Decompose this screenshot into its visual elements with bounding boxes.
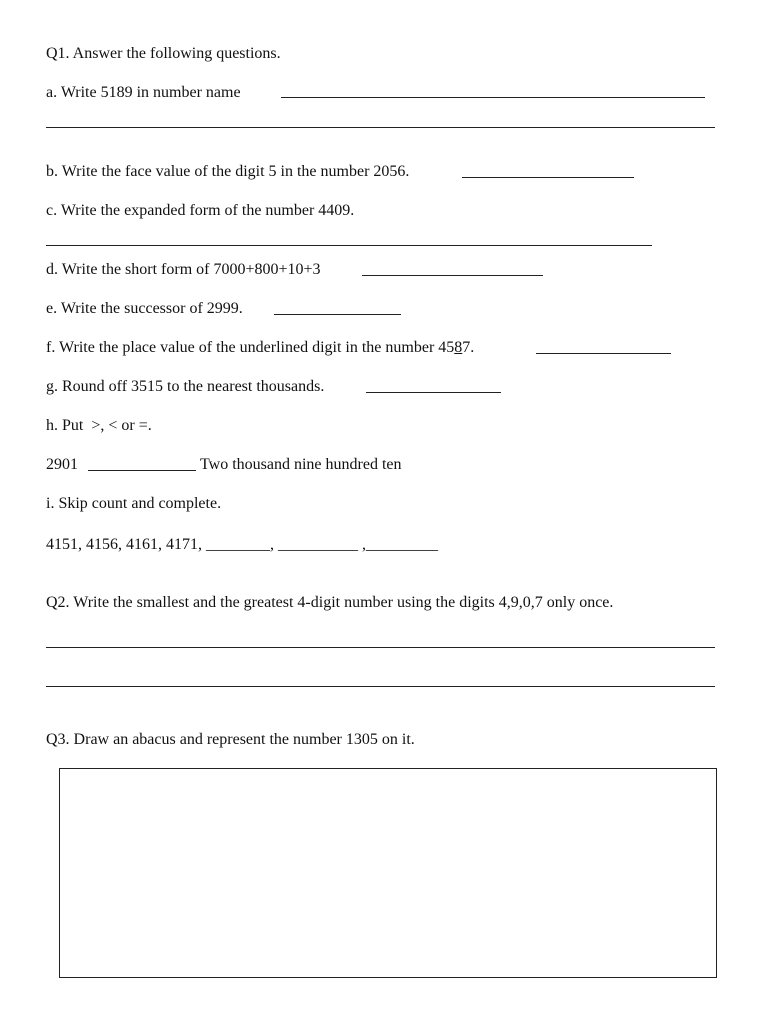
q2-answer-line-1[interactable] xyxy=(46,647,715,648)
q1i-question: i. Skip count and complete. xyxy=(46,495,222,512)
q2-heading: Q2. Write the smallest and the greatest 4-digit number using the digits 4,9,0,7 only once. xyxy=(46,594,614,611)
q1h-compare-right: Two thousand nine hundred ten xyxy=(200,456,402,473)
q1g-text: g. Round off 3515 to the nearest thousands. xyxy=(46,378,325,395)
q1d-text: d. Write the short form of 7000+800+10+3 xyxy=(46,261,321,278)
q1e-answer-blank[interactable] xyxy=(274,314,401,315)
q1e-text: e. Write the successor of 2999. xyxy=(46,300,243,317)
q1e-question xyxy=(46,299,243,319)
q1h-question: h. Put >, < or =. xyxy=(46,417,152,434)
q3-drawing-box[interactable] xyxy=(59,768,717,978)
q1f-text-before: f. Write the place value of the underlined digit in the number 45 xyxy=(46,339,455,356)
q1f-text-after: 7. xyxy=(462,339,475,356)
q1g-answer-blank[interactable] xyxy=(366,392,501,393)
q3-heading: Q3. Draw an abacus and represent the number 1305 on it. xyxy=(46,731,415,748)
q1d-answer-blank[interactable] xyxy=(362,275,543,276)
q1a-question xyxy=(46,83,241,103)
q1a-text: a. Write 5189 in number name xyxy=(46,84,241,101)
q1a-answer-line-2[interactable] xyxy=(46,127,715,128)
q1h-compare-blank[interactable] xyxy=(88,470,196,471)
q2-answer-line-2[interactable] xyxy=(46,686,715,687)
q1a-answer-line-1[interactable] xyxy=(281,97,705,98)
q1i-sequence-blanks[interactable]: ________, __________ ,_________ xyxy=(206,536,438,553)
q1c-question: c. Write the expanded form of the number 4409. xyxy=(46,202,355,219)
q1h-compare-left: 2901 xyxy=(46,456,78,473)
q1f-answer-blank[interactable] xyxy=(536,353,671,354)
q1i-sequence xyxy=(46,535,438,555)
q1g-question xyxy=(46,377,324,397)
q1c-answer-line[interactable] xyxy=(46,245,652,246)
q1b-answer-blank[interactable] xyxy=(462,177,634,178)
q1-heading: Q1. Answer the following questions. xyxy=(46,45,281,62)
q1d-question xyxy=(46,260,321,280)
q1i-sequence-numbers: 4151, 4156, 4161, 4171, xyxy=(46,536,202,553)
q1f-question xyxy=(46,338,474,358)
q1b-question xyxy=(46,162,409,182)
q1f-underlined-digit: 8 xyxy=(454,339,463,356)
q1b-text: b. Write the face value of the digit 5 in the number 2056. xyxy=(46,163,410,180)
